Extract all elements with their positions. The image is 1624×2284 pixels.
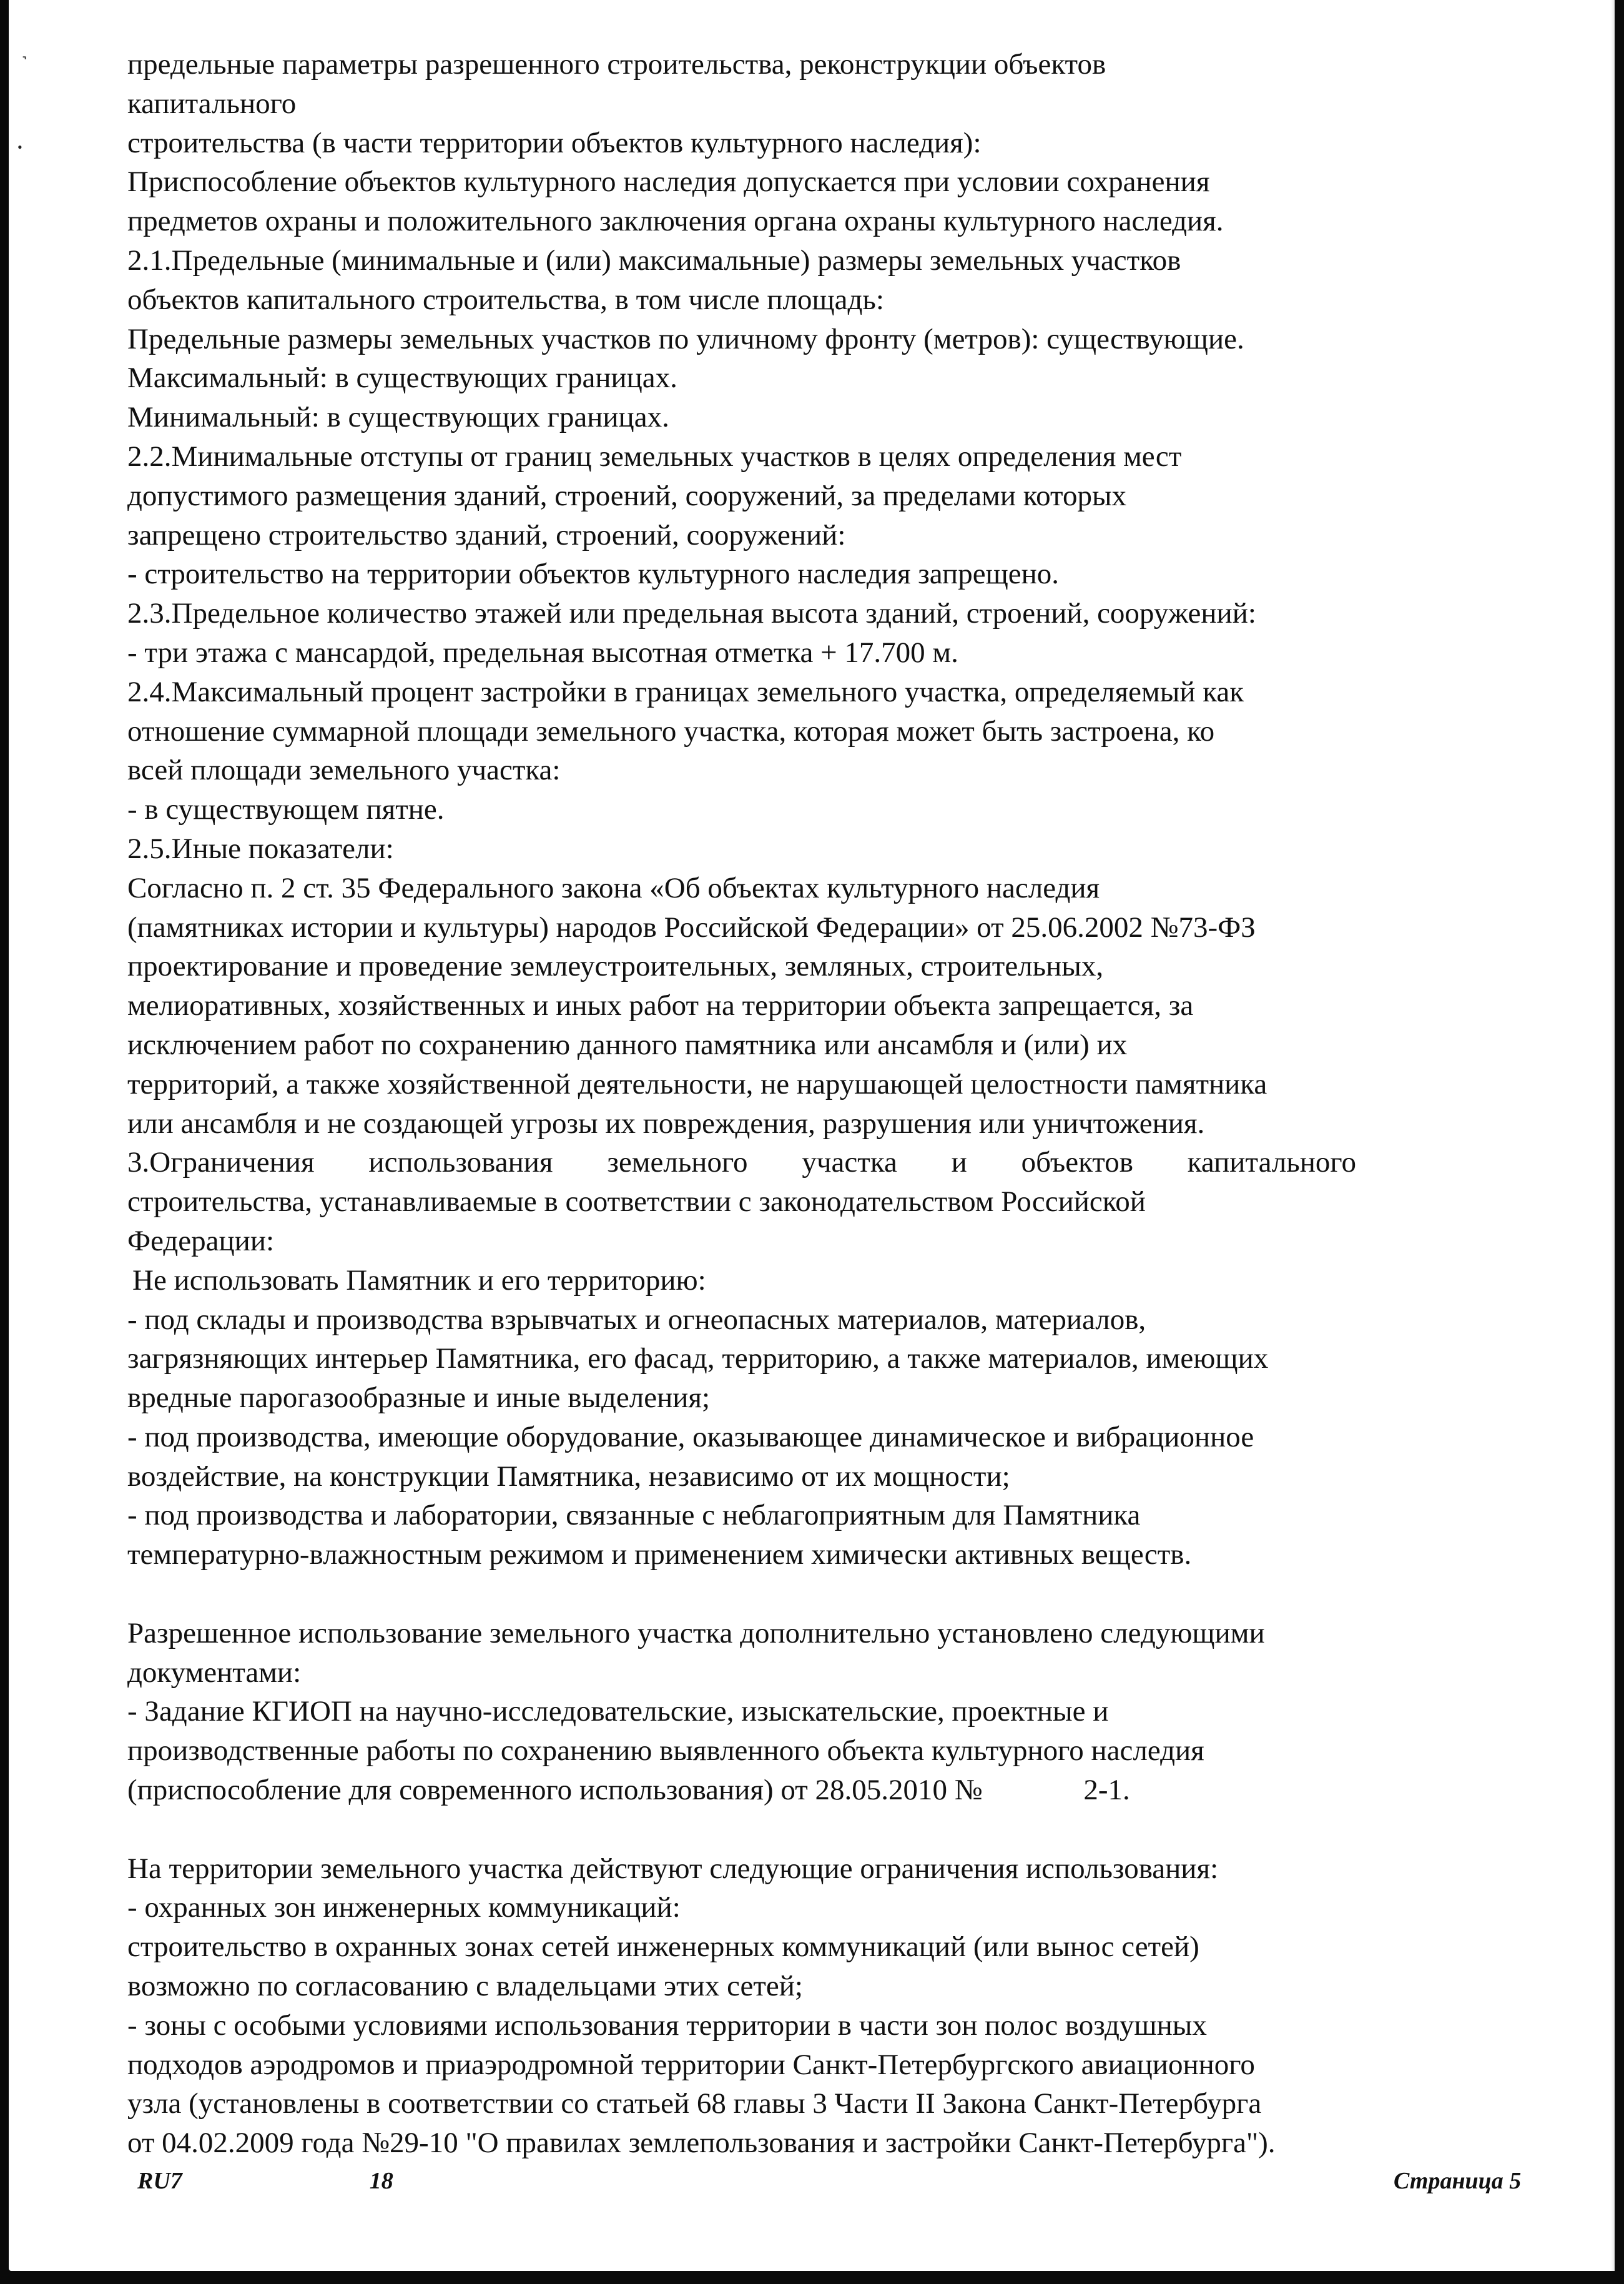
text-line: Максимальный: в существующих границах. [127,362,677,395]
section-heading-2-2: 2.2.Минимальные отступы от границ земельных участков в целях определения мест [127,440,1182,473]
section-heading-2-5: 2.5.Иные показатели: [127,832,394,865]
text-line: воздействие, на конструкции Памятника, независимо от их мощности; [127,1460,1010,1493]
paragraph-gap [127,1575,1426,1614]
document-page [9,0,1615,2271]
list-item: - Задание КГИОП на научно-исследовательские, изыскательские, проектные и [127,1695,1109,1728]
text-line: мелиоративных, хозяйственных и иных работ на территории объекта запрещается, за [127,989,1194,1022]
section-heading-2-1: 2.1.Предельные (минимальные и (или) максимальные) размеры земельных участков [127,244,1181,277]
list-item: - строительство на территории объектов культурного наследия запрещено. [127,558,1060,591]
text-line: предельные параметры разрешенного строительства, реконструкции объектов [127,48,1106,81]
text-line: строительство в охранных зонах сетей инженерных коммуникаций (или вынос сетей) [127,1931,1199,1964]
text-line: объектов капитального строительства, в том числе площадь: [127,283,884,316]
list-item: - под склады и производства взрывчатых и огнеопасных материалов, материалов, [127,1303,1146,1336]
text-line [127,1771,1426,1810]
text-line: отношение суммарной площади земельного участка, которая может быть застроена, ко [127,714,1215,748]
text-line: температурно-влажностным режимом и применением химически активных веществ. [127,1538,1192,1571]
list-item: - в существующем пятне. [127,793,445,826]
list-item: - под производства и лаборатории, связанные с неблагоприятным для Памятника [127,1499,1141,1532]
text-line: Разрешенное использование земельного участка дополнительно установлено следующими [127,1616,1265,1649]
document-body [127,45,1426,2163]
text-line: от 04.02.2009 года №29-10 "О правилах землепользования и застройки Санкт-Петербурга"). [127,2127,1276,2160]
text-line: документами: [127,1656,302,1689]
text-line: (памятниках истории и культуры) народов Российской Федерации» от 25.06.2002 №73-ФЗ [127,911,1256,944]
text-line: предметов охраны и положительного заключения органа охраны культурного наследия. [127,205,1224,238]
page-number: Страница 5 [1394,2168,1522,2194]
list-item: - под производства, имеющие оборудование, оказывающее динамическое и вибрационное [127,1420,1254,1453]
text-line: производственные работы по сохранению выявленного объекта культурного наследия [127,1734,1204,1767]
text-line: проектирование и проведение землеустроительных, земляных, строительных, [127,950,1104,983]
list-item: - три этажа с мансардой, предельная высотная отметка + 17.700 м. [127,636,958,669]
text-line: Приспособление объектов культурного наследия допускается при условии сохранения [127,166,1210,199]
text-line: Минимальный: в существующих границах. [127,401,669,434]
text-line: или ансамбля и не создающей угрозы их повреждения, разрушения или уничтожения. [127,1107,1205,1140]
text-line: узла (установлены в соответствии со статьей 68 главы 3 Части II Закона Санкт-Петербурга [127,2087,1262,2120]
text-line: Не использовать Памятник и его территорию: [132,1263,706,1297]
list-item: - охранных зон инженерных коммуникаций: [127,1891,681,1924]
text-line: запрещено строительство зданий, строений, сооружений: [127,518,846,551]
text-line: вредные парогазообразные и иные выделения; [127,1382,711,1415]
text-line: капитального [127,87,297,120]
document-id-end: 18 [369,2168,393,2194]
list-item: - зоны с особыми условиями использования территории в части зон полос воздушных [127,2009,1207,2042]
text-line: исключением работ по сохранению данного памятника или ансамбля и (или) их [127,1028,1128,1061]
text-line: подходов аэродромов и приаэродромной территории Санкт-Петербургского авиационного [127,2048,1255,2081]
text-line: Согласно п. 2 ст. 35 Федерального закона «Об объектах культурного наследия [127,871,1100,904]
paragraph-gap [127,1810,1426,1849]
text-fragment: 2-1. [1083,1774,1130,1807]
text-line: строительства, устанавливаемые в соответствии с законодательством Российской [127,1185,1146,1219]
text-line: допустимого размещения зданий, строений, сооружений, за пределами которых [127,479,1127,512]
document-id-footer [137,2167,393,2195]
text-line: территорий, а также хозяйственной деятельности, не нарушающей целостности памятника [127,1067,1267,1100]
section-heading-3: 3.Ограничения использования земельного участка и объектов капитального [127,1146,1356,1179]
scan-artifact-mark: ˺ [21,52,27,73]
document-id-start: RU7 [137,2168,182,2194]
text-line: Федерации: [127,1224,275,1257]
text-line: строительства (в части территории объектов культурного наследия): [127,126,982,159]
scan-artifact-mark: • [17,139,22,155]
section-heading-2-3: 2.3.Предельное количество этажей или предельная высота зданий, строений, сооружений: [127,597,1256,630]
text-line: всей площади земельного участка: [127,754,561,787]
text-line: загрязняющих интерьер Памятника, его фасад, территорию, а также материалов, имеющих [127,1342,1269,1375]
text-fragment: (приспособление для современного использования) от 28.05.2010 № [127,1774,990,1807]
section-heading-2-4: 2.4.Максимальный процент застройки в границах земельного участка, определяемый как [127,675,1244,708]
text-line: На территории земельного участка действуют следующие ограничения использования: [127,1852,1219,1885]
text-line: Предельные размеры земельных участков по уличному фронту (метров): существующие. [127,322,1244,355]
text-line: возможно по согласованию с владельцами этих сетей; [127,1970,803,2003]
